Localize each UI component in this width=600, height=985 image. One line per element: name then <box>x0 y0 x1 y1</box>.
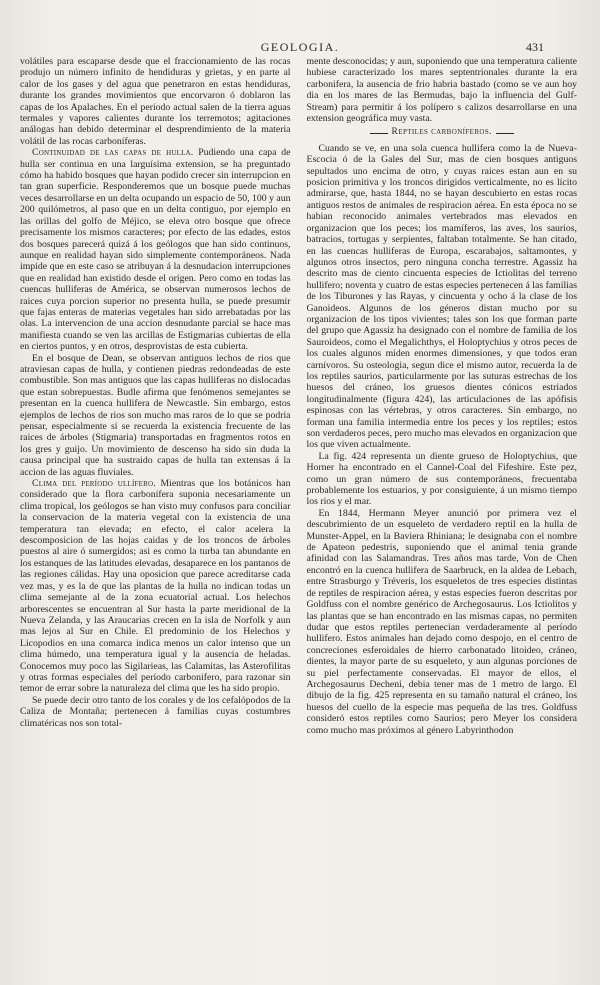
heading-rule-right <box>496 133 514 134</box>
paragraph <box>20 478 291 695</box>
section-heading-text: Reptiles carboníferos. <box>391 127 492 138</box>
paragraph: Se puede decir otro tanto de los corales y de los cefalópodos de la Caliza de Montaña; pertenecen á familias cuyas costumbres climatéricas nos son total- <box>20 694 291 729</box>
paragraph <box>20 147 291 352</box>
running-title: GEOLOGIA. <box>260 40 340 54</box>
run-in-heading: Clima del período ullífero. <box>32 478 156 490</box>
text-columns <box>20 56 577 951</box>
paragraph-body: Pudiendo una capa de hulla ser continua en una larguísima extension, se ha preguntado cómo ha habido bosques que hayan podido crecer sin interrupcion en tan gran superficie. Responderemos que un bosque puede muchas veces desarrollarse en un delta ocupando un espacio de 50, 100 y aun 200 quilómetros, al paso que en un delta contiguo, por ejemplo en las orillas del golfo de Méjico, se eleva otro bosque que ofrece precisamente los mismos caracteres; por efecto de las edades, estos dos bosques parecerá quizá á los geólogos que han sido continuos, aunque en realidad hayan sido simplemente contemporáneos. Nada impide que en este caso se atribuyan á la desnudacion interrupciones que en realidad han existido desde el orígen. Pero como en todas las cuencas hulliferas de América, se observan numerosos lechos de raices cuya porcion superior no presenta hulla, se puede presumir que fajas enteras de materias vegetales han sido arrebatadas por las olas. La intervencion de una accion desnudante parcial se hace mas manifiesta cuando se ven las arcillas de Estigmarias cubiertas de ella en ciertos puntos, y en otros, desprovistas de esta cubierta. <box>20 147 291 353</box>
paragraph: Cuando se ve, en una sola cuenca hullifera como la de Nueva-Escocia ó de la Gales del Sur, mas de cien bosques antiguos sepultados uno encima de otro, y cuyas raices estan aun en su posicion primitiva y los troncos dirigidos verticalmente, no es lícito admirarse, que, hasta 1844, no se hayan descubierto en estas rocas antiguos restos de animales de respiracion aérea. En esta época no se habian reconocido animales vertebrados mas elevados en organizacion que los peces; los mamíferos, las aves, los saurios, batracios, tortugas y serpientes, faltaban totalmente. Se han citado, en las cuencas hulliferas de Europa, escarabajos, saltamontes, y algunos otros insectos, pero ninguna concha terrestre. Agassiz ha descrito mas de ciento cincuenta especies de Ictiolitas del terreno hullifero; noventa y cuatro de estas especies pertenecen á las familias de los Tiburones y las Rayas, y cincuenta y ocho á la clase de los Ganoideos. Algunos de los géneros distan mucho por su organizacion de los tipos vivientes; tales son los que forman parte del grupo que Agassiz ha designado con el nombre de familia de los Sauroideos, como el Megalichthys, el Holoptychius y otros peces de los cuales algunos miden enormes dimensiones, y que todos eran carnívoros. Su osteologia, segun dice el mismo autor, recuerda la de los reptiles saurios, particularmente por las suturas estrechas de los huesos del cráneo, los gruesos dientes cónicos estriados longitudinalmente (figura 424), las articulaciones de las apófisis espinosas con las vértebras, y otros caracteres. Sin embargo, no forman una familia intermedia entre los peces y los reptiles; estos son verdaderos peces, pero mucho mas elevados en organizacion que los que viven actualmente. <box>306 142 577 451</box>
left-column <box>20 56 291 951</box>
paragraph: En 1844, Hermann Meyer anunció por primera vez el descubrimiento de un esqueleto de verdadero reptil en la hulla de Munster-Appel, en la Baviera Rhiniana; le designaba con el nombre de Apateon pedestris, suponiendo que el animal tenia grande afinidad con las Salamandras. Tres años mas tarde, Von de Chen encontró en la cuenca hullifera de Saarbruck, en la aldea de Lebach, entre Strasburgo y Tréveris, los esqueletos de tres especies distintas de reptiles de respiracion aérea, y estas especies fueron descritas por Goldfuss con el nombre genérico de Archegosaurus. Los Ictiolitos y las plantas que se han encontrado en las mismas capas, no permiten dudar que estos reptiles pertenecian verdaderamente al período hullifero. Estos animales han dejado como despojo, en el centro de concreciones esferoidales de hierro carbonatado litoideo, cráneo, dientes, la mayor parte de su esqueleto, y aun algunas porciones de su piel perfectamente conservadas. El mayor de ellos, el Archegosaurus Decheni, debia tener mas de 1 metro de largo. El dibujo de la fig. 425 representa en su tamaño natural el cráneo, los huesos del cuello de la especie mas pequeña de las tres. Goldfuss consideró estos reptiles como Saurios; pero Meyer los considera como mucho mas próximos al género Labyrinthodon <box>306 507 577 736</box>
page-header <box>0 40 600 56</box>
right-column <box>307 56 578 951</box>
paragraph: En el bosque de Dean, se observan antiguos lechos de rios que atraviesan capas de hulla, y contienen piedras redondeadas de este combustible. Son mas antiguos que las capas hulliferas no dislocadas que estan sobrepuestas. Budle afirma que fenómenos semejantes se presentan en la cuenca hullifera de Newcastle. Sin embargo, estos ejemplos de lechos de rios son mucho mas raros de lo que se podria pensar, especialmente si se recuerda la existencia frecuente de las raices de árboles (Stigmaria) transportadas en fragmentos rotos en los gres y guijo. Un movimiento de descenso ha sido sin duda la causa principal que ha sustraido capas de hulla tan extensas á la accion de las aguas fluviales. <box>20 352 291 478</box>
paragraph-body: Mientras que los botánicos han considerado que la flora carbonífera suponia necesariamente un clima tropical, los geólogos se han visto muy confusos para conciliar la conservacion de la materia vegetal con la existencia de una temperatura tan elevada; en efecto, el calor acelera la descomposicion de las hojas caidas y de los troncos de árboles puestos al aire ó sumergidos; asi es como la turba tan abundante en los estanques de las latitudes elevadas, desaparece en los pantanos de las regiones cálidas. Hay una oposicion que parece acreditarse cada vez mas, y es la de que las plantas de la hulla no indican todas un clima semejante al de la zona ecuatorial actual. Los helechos arborescentes se encuentran al Sur hasta la parte meridional de la Nueva Zelanda, y las Araucarias crecen en la isla de Norfolk y aun mas lejos al Sur en Chile. El predominio de los Helechos y Licopodios en una comarca indica menos un calor intenso que un clima húmedo, una temperatura igual y la ausencia de heladas. Conocemos muy poco las Sigilarieas, las Calamitas, las Asterofilitas y otras formas especiales del período carbonifero, para razonar sin temor de errar sobre la naturaleza del clima que les ha sido propio. <box>20 478 291 695</box>
run-in-heading: Continuidad de las capas de hulla. <box>32 147 194 159</box>
heading-rule-left <box>370 133 388 134</box>
paragraph: mente desconocidas; y aun, suponiendo que una temperatura caliente hubiese caracterizado los mares septentrionales durante la era carbonifera, la ausencia de frio habria bastado (como se ve aun hoy dia en los mares de las Bermudas, bajo la influencia del Gulf-Stream) para permitir á los polípero s calizos desarrollarse en una extension geográfica muy vasta. <box>306 56 577 125</box>
page-number: 431 <box>526 40 544 54</box>
section-heading <box>307 127 578 138</box>
paragraph: La fig. 424 representa un diente grueso de Holoptychius, que Horner ha encontrado en el Cannel-Coal del Fifeshire. Este pez, como un gran número de sus contemporáneos, frecuentaba probablemente los estuarios, y por consiguiente, á un mismo tiempo los rios y el mar. <box>306 450 577 508</box>
paragraph: volátiles para escaparse desde que el fraccionamiento de las rocas produjo un número infinito de hendiduras y grietas, y en parte al calor de los gases y del agua que penetraron en estas hendiduras, durante los grandes movimientos que encorvaron ó doblaron las capas de los Apalaches. En el período actual salen de la tierra aguas termales y vapores calientes durante los terremotos; agitaciones análogas han debido determinar el desprendimiento de la materia volátil de las rocas carboníferas. <box>20 56 291 147</box>
